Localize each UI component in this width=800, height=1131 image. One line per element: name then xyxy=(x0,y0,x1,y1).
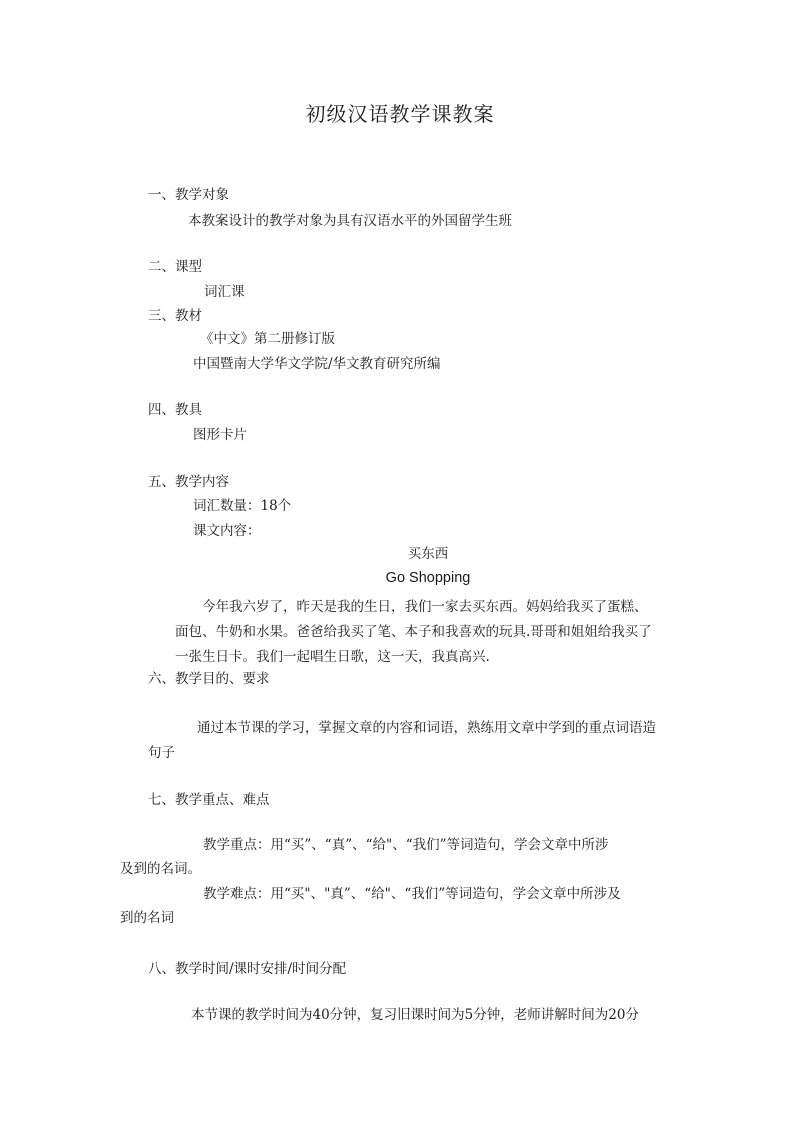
section-3-heading: 三、教材 xyxy=(148,308,202,324)
section-6-heading: 六、教学目的、要求 xyxy=(148,671,270,687)
section-7-key-line: 及到的名词。 xyxy=(120,861,201,877)
section-6-line: 句子 xyxy=(148,745,175,761)
section-5-text-label: 课文内容： xyxy=(193,523,261,539)
section-7-key-line: 教学重点：用“买”、“真”、“给"、“我们”等词造句，学会文章中所涉 xyxy=(203,837,609,853)
section-7-heading: 七、教学重点、难点 xyxy=(148,792,270,808)
section-7-difficult-line: 到的名词 xyxy=(120,910,174,926)
section-8-heading: 八、教学时间/课时安排/时间分配 xyxy=(148,961,347,977)
lesson-title-en: Go Shopping xyxy=(385,570,471,586)
passage-line: 一张生日卡。我们一起唱生日歌，这一天，我真高兴. xyxy=(175,649,490,665)
section-2-body: 词汇课 xyxy=(204,284,245,300)
section-6-line: 通过本节课的学习，掌握文章的内容和词语，熟练用文章中学到的重点词语造 xyxy=(197,720,656,736)
section-5-vocab-count: 词汇数量：18个 xyxy=(193,498,292,514)
section-4-heading: 四、教具 xyxy=(148,402,202,418)
section-8-body: 本节课的教学时间为40分钟，复习旧课时间为5分钟，老师讲解时间为20分 xyxy=(191,1007,639,1023)
section-2-heading: 二、课型 xyxy=(148,259,202,275)
document-title: 初级汉语教学课教案 xyxy=(305,102,495,126)
passage-line: 面包、牛奶和水果。爸爸给我买了笔、本子和我喜欢的玩具.哥哥和姐姐给我买了 xyxy=(175,624,652,640)
lesson-title-cn: 买东西 xyxy=(407,546,449,562)
section-4-body: 图形卡片 xyxy=(193,427,247,443)
section-3-textbook: 《中文》第二册修订版 xyxy=(200,331,335,347)
section-3-publisher: 中国暨南大学华文学院/华文教育研究所编 xyxy=(193,356,441,372)
passage-line: 今年我六岁了，昨天是我的生日，我们一家去买东西。妈妈给我买了蛋糕、 xyxy=(202,599,648,615)
section-1-body: 本教案设计的教学对象为具有汉语水平的外国留学生班 xyxy=(188,213,512,229)
section-7-difficult-line: 教学难点：用“买"、"真”、“给"、“我们”等词造句，学会文章中所涉及 xyxy=(203,886,621,902)
section-1-heading: 一、教学对象 xyxy=(148,187,229,203)
section-5-heading: 五、教学内容 xyxy=(148,474,229,490)
